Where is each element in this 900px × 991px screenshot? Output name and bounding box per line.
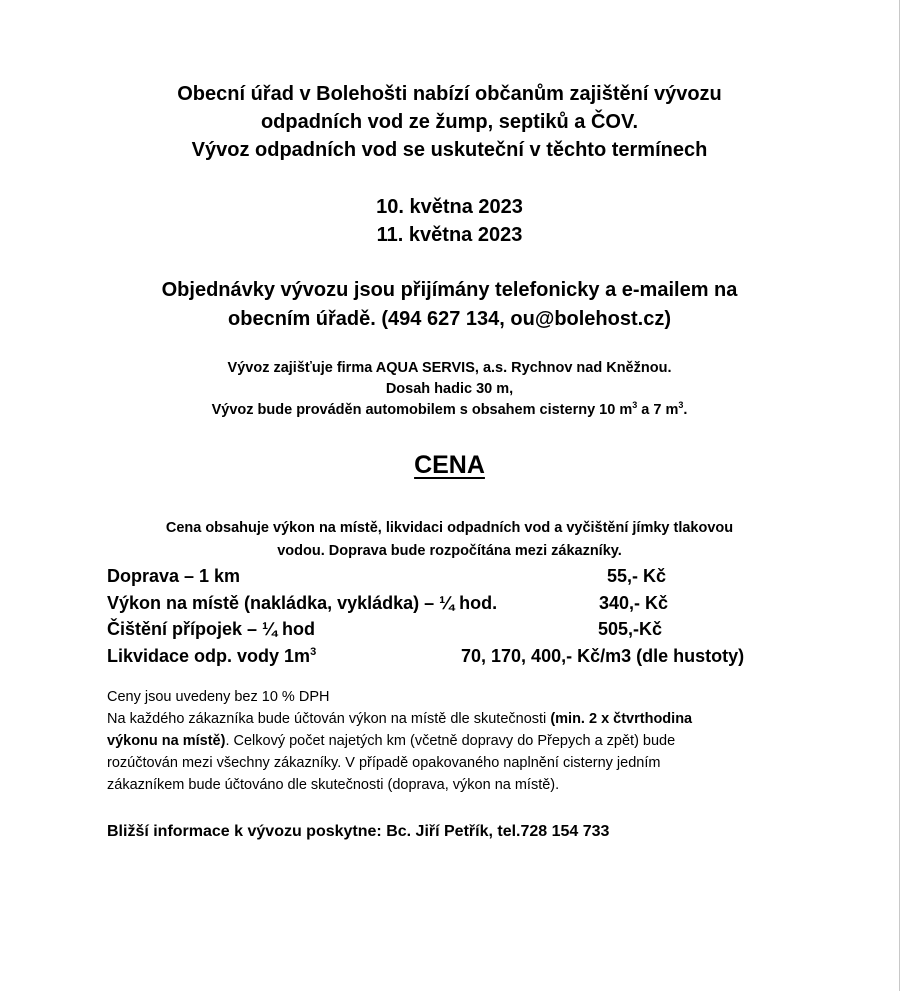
service-line-2: Dosah hadic 30 m,	[385, 381, 514, 397]
header-announcement	[0, 80, 899, 164]
orders-line-1: Objednávky vývozu jsou přijímány telefonicky a e-mailem na	[161, 279, 738, 301]
price-value: 340,- Kč	[599, 592, 669, 613]
notes-line-5: zákazníkem bude účtováno dle skutečnosti (doprava, výkon na místě).	[107, 777, 560, 793]
price-intro	[0, 517, 899, 563]
service-line-1: Vývoz zajišťuje firma AQUA SERVIS, a.s. Rychnov nad Kněžnou.	[227, 360, 672, 376]
price-heading: CENA	[414, 451, 485, 479]
header-line-3: Vývoz odpadních vod se uskuteční v těchto termínech	[191, 139, 708, 161]
notes-line-4: rozúčtován mezi všechny zákazníky. V případě opakovaného naplnění cisterny jedním	[107, 755, 661, 771]
service-line-3	[0, 400, 899, 421]
header-line-1: Obecní úřad v Bolehošti nabízí občanům zajištění vývozu	[177, 83, 722, 105]
price-row	[107, 563, 787, 590]
price-value: 70, 170, 400,- Kč/m3 (dle hustoty)	[461, 645, 745, 666]
header-line-2: odpadních vod ze žump, septiků a ČOV.	[260, 111, 639, 133]
price-value: 55,- Kč	[607, 566, 667, 586]
superscript-3: 3	[632, 400, 638, 410]
collection-date-2: 11. května 2023	[376, 224, 523, 246]
price-intro-line-2: vodou. Doprava bude rozpočítána mezi zákazníky.	[277, 543, 622, 559]
price-row	[107, 590, 787, 617]
superscript-3: 3	[678, 400, 684, 410]
service-line-3-middle: a 7 m	[637, 402, 679, 418]
notes-line-3	[107, 730, 807, 752]
contact-info: Bližší informace k vývozu poskytne: Bc. Jiří Petřík, tel.728 154 733	[107, 823, 610, 840]
price-row	[107, 616, 787, 643]
orders-info	[0, 276, 899, 334]
price-label-text: Likvidace odp. vody 1m	[107, 645, 311, 666]
price-label: Čištění přípojek – ¼ hod	[107, 619, 316, 639]
price-label: Výkon na místě (nakládka, vykládka) – ¼ hod.	[107, 592, 498, 613]
notes-line-3-emphasis: výkonu na místě)	[107, 733, 226, 749]
collection-date-1: 10. května 2023	[376, 196, 523, 218]
superscript-3: 3	[310, 645, 317, 658]
orders-line-2: obecním úřadě. (494 627 134, ou@bolehost.cz)	[228, 308, 671, 330]
service-info	[0, 358, 899, 421]
price-intro-line-1: Cena obsahuje výkon na místě, likvidaci odpadních vod a vyčištění jímky tlakovou	[165, 520, 734, 536]
notes-line-1: Ceny jsou uvedeny bez 10 % DPH	[107, 689, 330, 705]
notes-line-2	[107, 708, 807, 730]
notes-line-2-emphasis: (min. 2 x čtvrthodina	[550, 711, 693, 727]
price-value: 505,-Kč	[598, 619, 663, 639]
pricing-notes	[107, 686, 807, 796]
collection-dates	[0, 193, 899, 249]
price-label: Doprava – 1 km	[107, 566, 241, 586]
service-line-3-text: Vývoz bude prováděn automobilem s obsahem cisterny 10 m	[211, 402, 633, 418]
notes-line-3-text: . Celkový počet najetých km (včetně dopravy do Přepych a zpět) bude	[225, 733, 676, 749]
price-row	[107, 643, 787, 670]
notes-line-2-text: Na každého zákazníka bude účtován výkon na místě dle skutečnosti	[107, 711, 551, 727]
service-line-3-end: .	[683, 402, 688, 418]
price-label	[107, 643, 316, 670]
price-list	[107, 563, 787, 669]
